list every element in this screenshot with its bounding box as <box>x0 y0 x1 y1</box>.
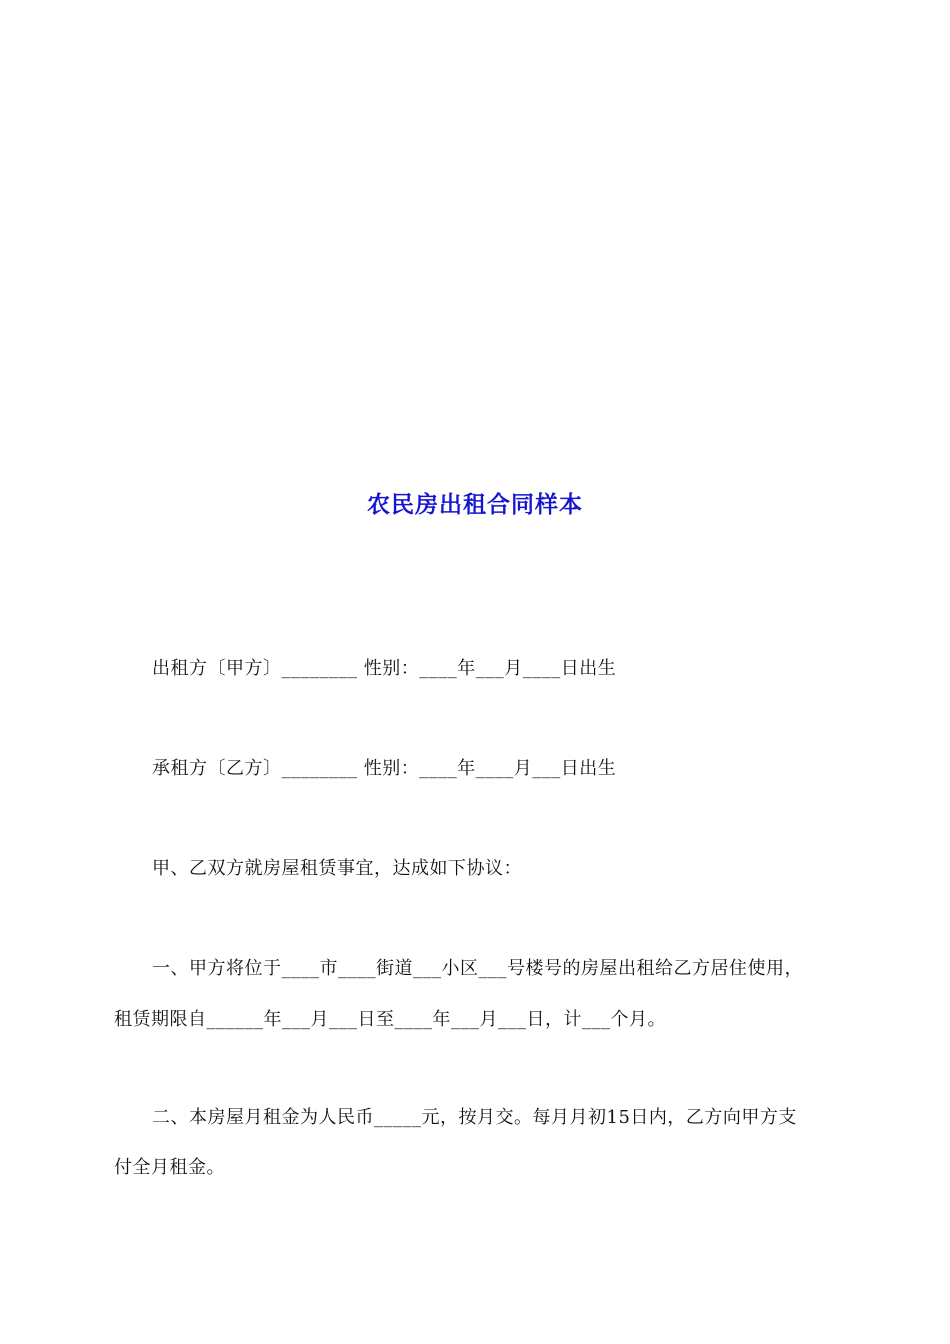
document-title: 农民房出租合同样本 <box>367 492 583 518</box>
clause-1-line-2: 租赁期限自______年___月___日至____年___月___日，计___个月。 <box>114 1009 666 1030</box>
clause-1-line-1: 一、甲方将位于____市____街道___小区___号楼号的房屋出租给乙方居住使用， <box>152 958 803 979</box>
clause-2-line-2: 付全月租金。 <box>114 1157 225 1178</box>
lessor-line: 出租方〔甲方〕________ 性别：____年___月____日出生 <box>152 658 617 679</box>
clause-2-line-1: 二、本房屋月租金为人民币_____元，按月交。每月月初15日内，乙方向甲方支 <box>152 1107 797 1128</box>
preamble-paragraph: 甲、乙双方就房屋租赁事宜，达成如下协议： <box>152 858 522 879</box>
lessee-line: 承租方〔乙方〕________ 性别：____年____月___日出生 <box>152 758 617 779</box>
